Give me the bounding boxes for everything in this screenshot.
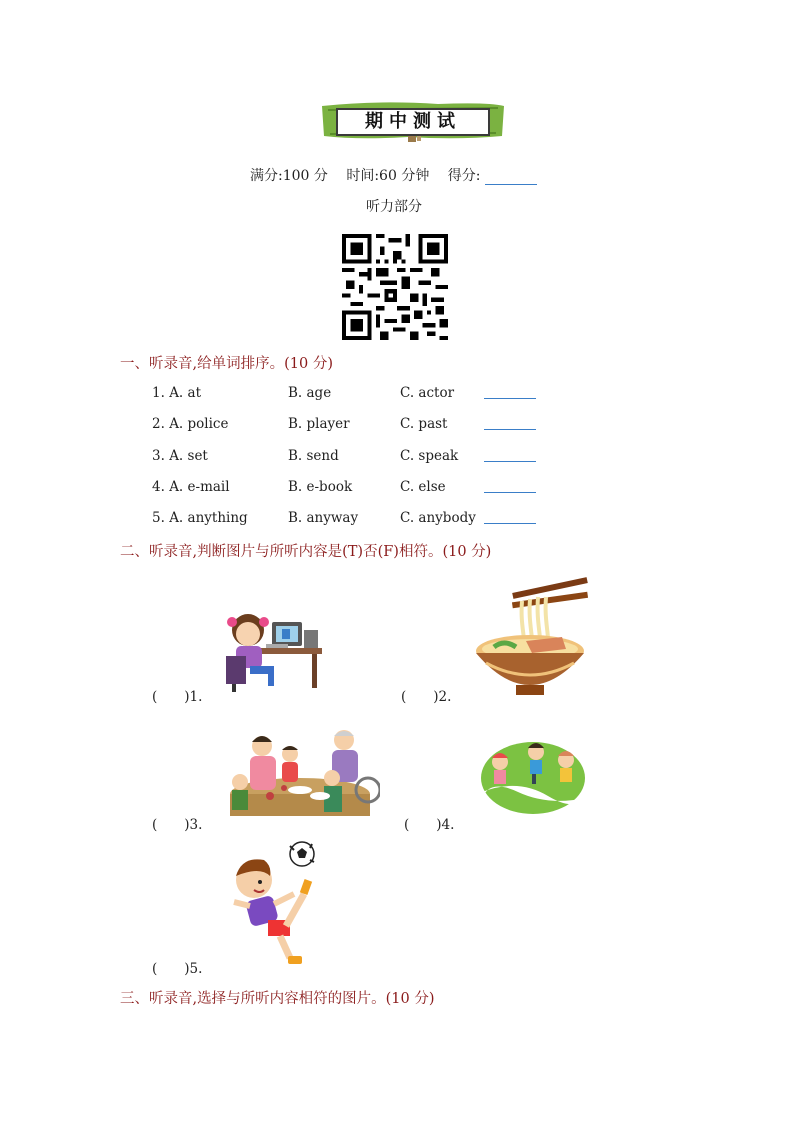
answer-blank[interactable]	[484, 398, 536, 399]
full-marks: 满分:100 分	[250, 168, 328, 184]
score-label: 得分:	[447, 168, 481, 184]
option-a: A. e-mail	[169, 479, 230, 495]
list-item	[0, 448, 794, 468]
tf-item-1[interactable]: ( )1.	[152, 689, 203, 705]
title-banner	[318, 100, 508, 142]
list-item	[0, 416, 794, 436]
option-c: C. anybody	[400, 510, 476, 526]
answer-blank[interactable]	[484, 492, 536, 493]
tf-item-4[interactable]: ( )4.	[404, 817, 455, 833]
list-item	[0, 479, 794, 499]
section1-title: 一、听录音,给单词排序。	[120, 356, 285, 372]
qr-code	[342, 234, 448, 340]
list-item	[0, 510, 794, 530]
option-c: C. speak	[400, 448, 459, 464]
exam-info	[250, 165, 551, 185]
item-number: 4.	[152, 479, 165, 495]
section3-heading	[120, 987, 434, 1008]
item-number: 5.	[152, 510, 165, 526]
option-a: A. at	[169, 385, 201, 401]
option-a: A. police	[169, 416, 229, 432]
answer-blank[interactable]	[484, 429, 536, 430]
option-b: B. send	[288, 448, 339, 464]
noodles-image	[474, 577, 588, 697]
listening-heading: 听力部分	[366, 199, 422, 215]
tf-item-2[interactable]: ( )2.	[401, 689, 452, 705]
answer-blank[interactable]	[484, 461, 536, 462]
time-limit: 时间:60 分钟	[346, 168, 430, 184]
section2-heading	[120, 540, 491, 561]
answer-blank[interactable]	[484, 523, 536, 524]
option-c: C. else	[400, 479, 446, 495]
section2-points: (10 分)	[442, 544, 492, 560]
section3-points: (10 分)	[385, 991, 435, 1007]
option-b: B. age	[288, 385, 332, 401]
boy-soccer-image	[224, 840, 320, 970]
tf-item-3[interactable]: ( )3.	[152, 817, 203, 833]
girl-computer-image	[222, 608, 324, 692]
list-item	[0, 385, 794, 405]
section3-title: 三、听录音,选择与所听内容相符的图片。	[120, 991, 386, 1007]
option-b: B. player	[288, 416, 350, 432]
score-blank[interactable]	[485, 170, 537, 185]
tf-item-5[interactable]: ( )5.	[152, 961, 203, 977]
option-b: B. e-book	[288, 479, 353, 495]
family-dinner-image	[220, 724, 380, 816]
option-c: C. past	[400, 416, 448, 432]
item-number: 2.	[152, 416, 165, 432]
option-c: C. actor	[400, 385, 455, 401]
kids-running-image	[478, 734, 588, 816]
item-number: 1.	[152, 385, 165, 401]
section1-heading	[120, 352, 333, 373]
item-number: 3.	[152, 448, 165, 464]
section2-title: 二、听录音,判断图片与所听内容是(T)否(F)相符。	[120, 544, 443, 560]
option-a: A. set	[169, 448, 208, 464]
option-a: A. anything	[169, 510, 248, 526]
option-b: B. anyway	[288, 510, 359, 526]
page-title: 期中测试	[336, 108, 490, 136]
section1-points: (10 分)	[284, 356, 333, 372]
